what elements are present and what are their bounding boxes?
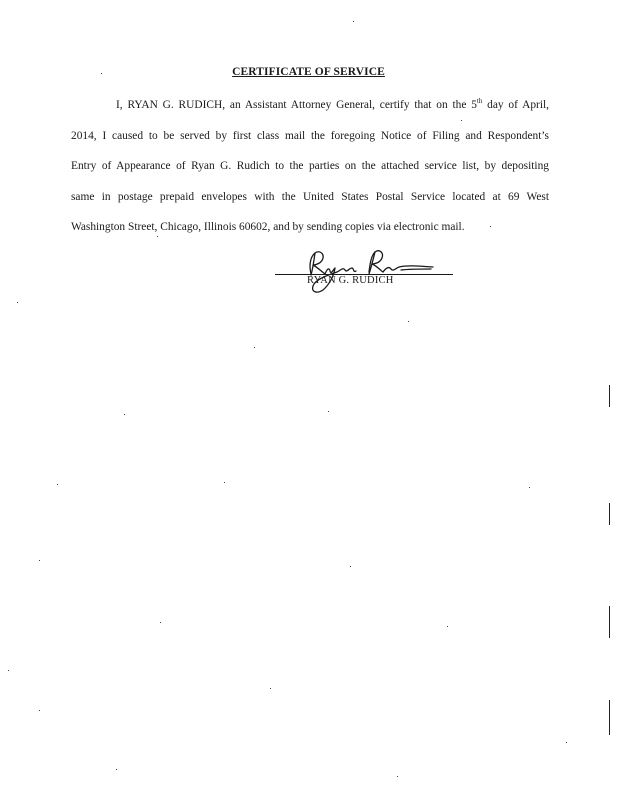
scan-speck [124,414,125,415]
scan-speck [39,560,40,561]
body-line-2: 2014, I caused to be served by first class mail the foregoing Notice of Filing and Respondent’s [71,129,549,142]
scan-edge-mark [609,503,610,525]
scan-edge-mark [609,700,610,735]
scan-speck [328,411,329,412]
scan-speck [157,236,158,237]
certificate-body [71,90,549,243]
scan-speck [116,769,117,770]
signature-block [275,244,455,294]
scan-speck [490,226,491,227]
scan-speck [461,120,462,121]
body-line-4: same in postage prepaid envelopes with the United States Postal Service located at 69 West [71,190,549,203]
page-title: CERTIFICATE OF SERVICE [232,66,385,78]
body-line-5: Washington Street, Chicago, Illinois 60602, and by sending copies via electronic mail. [71,221,465,233]
ordinal-suffix: th [476,97,483,105]
handwritten-signature [297,244,437,296]
scan-speck [408,321,409,322]
scan-speck [350,566,351,567]
body-line-1: I, RYAN G. RUDICH, an Assistant Attorney General, certify that on the 5th day of April, [116,97,549,111]
scan-speck [447,626,448,627]
scan-speck [353,21,354,22]
scan-speck [101,73,102,74]
scan-speck [17,302,18,303]
scan-speck [8,670,9,671]
scan-speck [270,688,271,689]
scan-speck [224,482,225,483]
scan-speck [566,742,567,743]
scan-speck [57,484,58,485]
scan-edge-mark [609,606,610,638]
scan-edge-mark [609,385,610,407]
signer-name: RYAN G. RUDICH [307,275,394,286]
body-line-3: Entry of Appearance of Ryan G. Rudich to the parties on the attached service list, by depositing [71,160,549,172]
scan-speck [39,710,40,711]
scan-speck [529,487,530,488]
scan-speck [254,347,255,348]
scan-speck [160,622,161,623]
scan-speck [397,776,398,777]
